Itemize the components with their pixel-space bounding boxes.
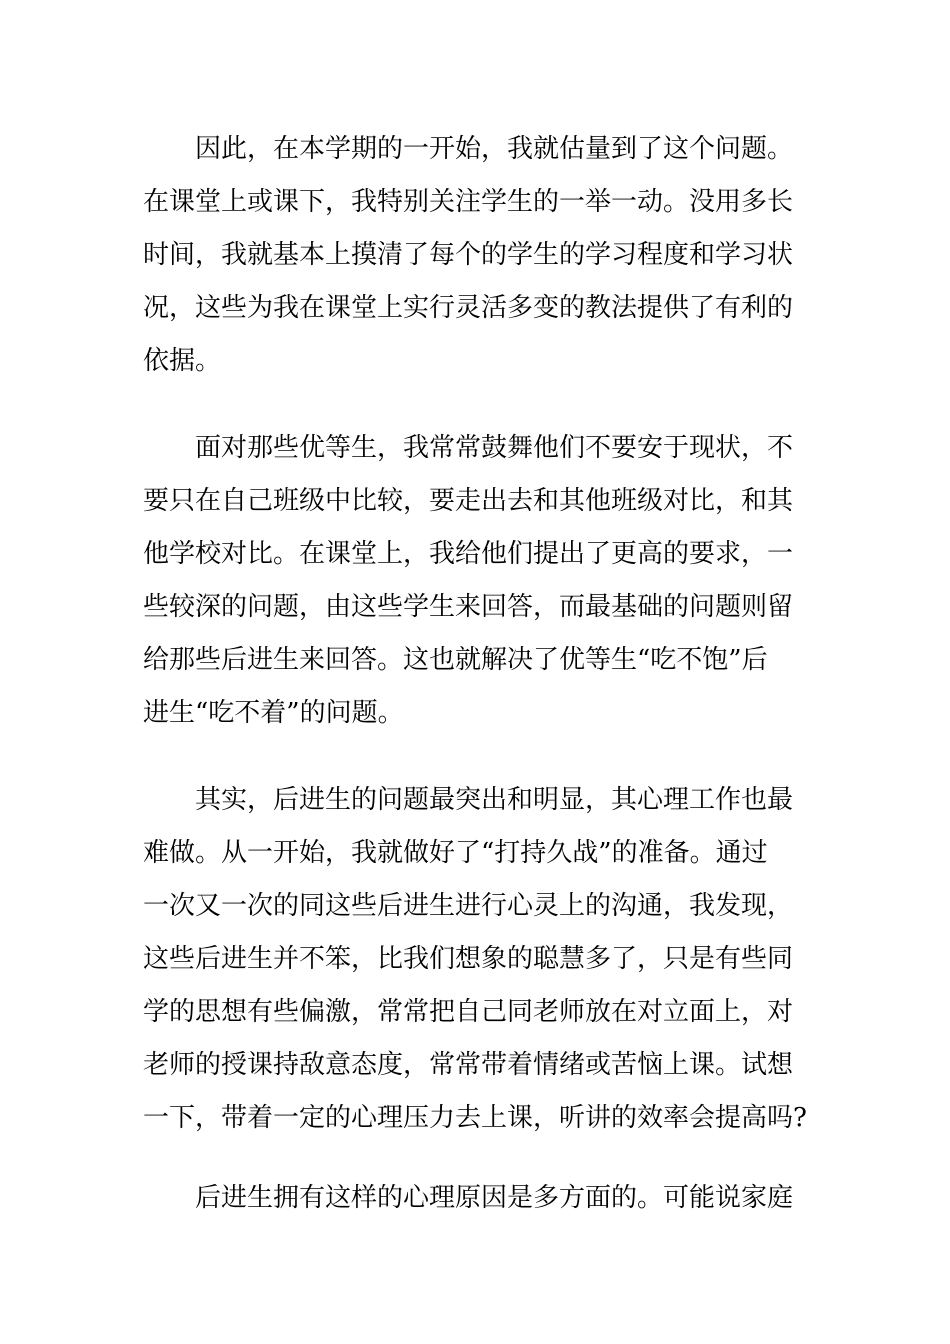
paragraph-line: 一下，带着一定的心理压力去上课，听讲的效率会提高吗? <box>143 1103 807 1133</box>
paragraph-3 <box>143 774 813 1145</box>
paragraph-line: 这些后进生并不笨，比我们想象的聪慧多了，只是有些同 <box>143 944 794 974</box>
paragraph-line: 难做。从一开始，我就做好了“打持久战”的准备。通过 <box>143 838 768 868</box>
paragraph-line: 他学校对比。在课堂上，我给他们提出了更高的要求，一 <box>143 539 794 569</box>
paragraph-line: 给那些后进生来回答。这也就解决了优等生“吃不饱”后 <box>143 645 768 675</box>
paragraph-2 <box>143 422 813 740</box>
paragraph-line: 些较深的问题，由这些学生来回答，而最基础的问题则留 <box>143 592 794 622</box>
paragraph-line: 后进生拥有这样的心理原因是多方面的。可能说家庭 <box>195 1183 794 1213</box>
paragraph-1 <box>143 123 813 388</box>
paragraph-4 <box>143 1172 813 1225</box>
paragraph-line: 老师的授课持敌意态度，常常带着情绪或苦恼上课。试想 <box>143 1050 794 1080</box>
paragraph-line: 其实，后进生的问题最突出和明显，其心理工作也最 <box>195 785 794 815</box>
paragraph-line: 在课堂上或课下，我特别关注学生的一举一动。没用多长 <box>143 187 794 217</box>
paragraph-line: 时间，我就基本上摸清了每个的学生的学习程度和学习状 <box>143 240 794 270</box>
paragraph-line: 因此，在本学期的一开始，我就估量到了这个问题。 <box>195 134 794 164</box>
paragraph-line: 要只在自己班级中比较，要走出去和其他班级对比，和其 <box>143 486 794 516</box>
paragraph-line: 依据。 <box>143 346 222 376</box>
paragraph-line: 况，这些为我在课堂上实行灵活多变的教法提供了有利的 <box>143 293 794 323</box>
paragraph-line: 进生“吃不着”的问题。 <box>143 698 404 728</box>
paragraph-line: 学的思想有些偏激，常常把自己同老师放在对立面上，对 <box>143 997 794 1027</box>
paragraph-line: 一次又一次的同这些后进生进行心灵上的沟通，我发现， <box>143 891 794 921</box>
paragraph-line: 面对那些优等生，我常常鼓舞他们不要安于现状，不 <box>195 433 794 463</box>
